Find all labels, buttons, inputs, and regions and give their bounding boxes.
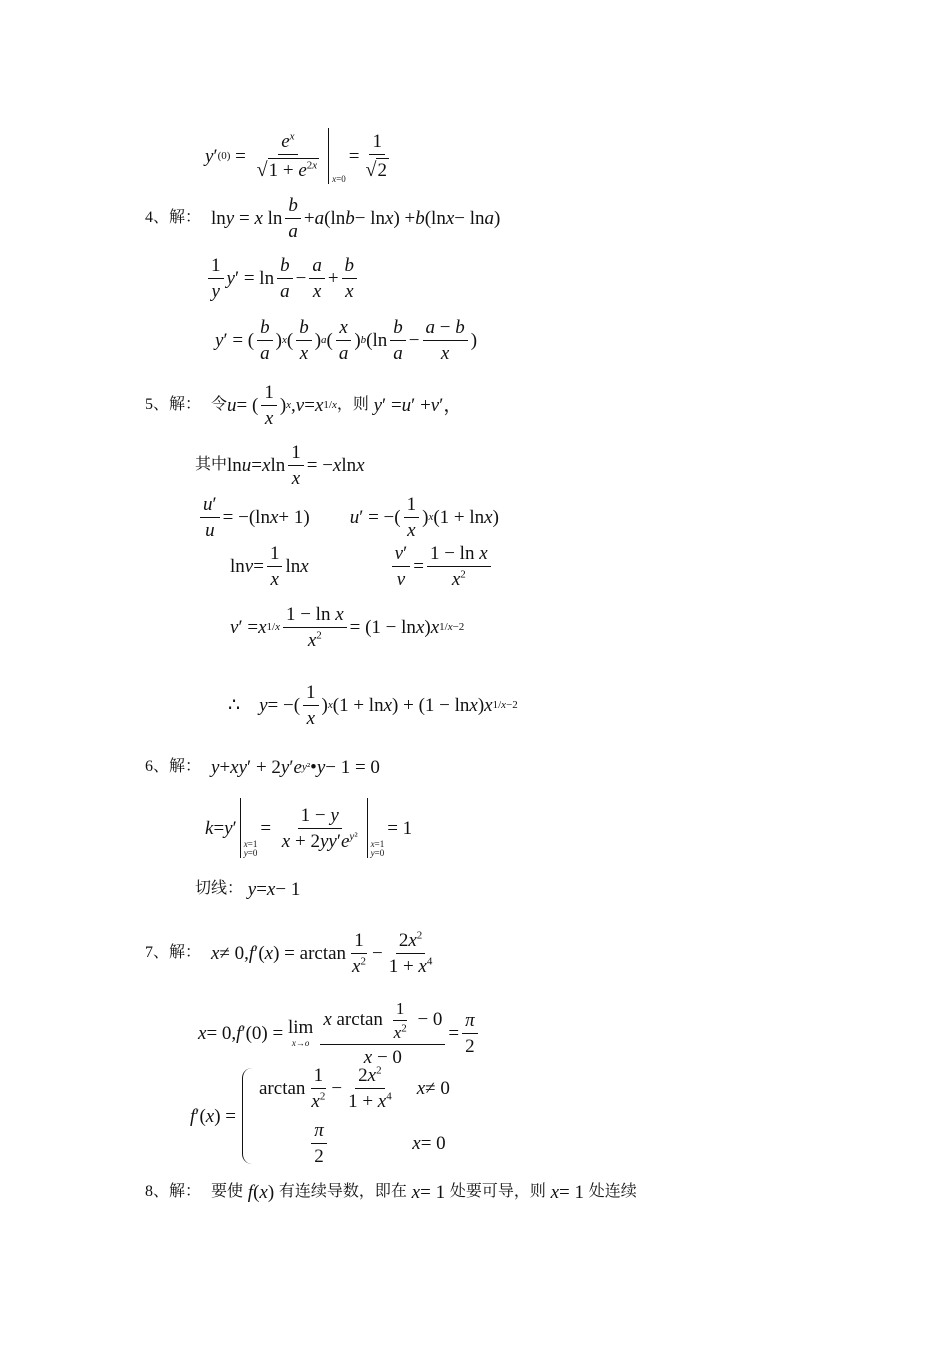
item-5-line-2: 其中 ln u = x ln $\frac{1}{x}$ = − x ln x (195, 441, 365, 489)
item-5-line-5: v ′ = x 1/x $\frac{\text{1 − ln x}}{x^2}$ = (1 − ln x ) x 1/x−2 (230, 603, 465, 651)
item-7-line-2: x = 0, f ′(0) = lim x→o x arctan $\frac{1}{x^2}$ − 0 x − 0 = $\frac{\pi}{2}$ (198, 1000, 481, 1066)
item-5-line-4: ln v = $\frac{1}{x}$ ln x $\frac{v'}{v}$ = $\frac{\text{1 − ln x}}{x^2}$ (230, 543, 494, 589)
item-5-line-1: 5、解： 令 u = ( $\frac{1}{x}$ ) x , v = x 1/x ，则 y ′ = u ′ + v ′， (145, 381, 463, 429)
item-7-line-1: 7、解： x ≠ 0, f ′( x ) = arctan $\frac{1}{x^2}$ − $\frac{2x^2}{1 + x^4}$ (145, 929, 433, 977)
item-6-line-1: 6、解： y + xy ′ + 2 y ′ e y² • y − 1 = 0 (145, 756, 380, 778)
item-5-line-6: ∴ y = −( $\frac{1}{x}$ ) x (1 + ln x ) + (1 − ln x ) x 1/x−2 (228, 681, 518, 729)
item-6-line-2: k = y ′ x=1 y=0 = $\frac{1 - y}{x + 2yy'e^{y^2}}$ x=1 y=0 = 1 (205, 798, 412, 858)
item-4-line-2: $\frac{1}{y}$ y ′ = ln $\frac{b}{a}$ − $\frac{a}{x}$ + $\frac{b}{x}$ (205, 255, 360, 301)
item-label: 4、解： (145, 209, 202, 226)
item-label: 7、解： (145, 944, 202, 961)
equation-y0: y ′ (0) = $e^x$ √ $1 + e^{2x}$ x=0 = 1 √ 2 (205, 128, 395, 184)
brace (242, 1068, 253, 1164)
item-6-line-3: 切线： y = x − 1 (195, 878, 301, 900)
item-5-line-3: $\frac{u'}{u}$ = −(ln x + 1) u ′ = −( $\frac{1}{x}$ ) x (1 + ln x ) (197, 494, 499, 540)
item-4-line-1: 4、解： ln y = x ln $\frac{b}{a}$ + a (ln b − ln x ) + b (ln x − ln a ) (145, 194, 501, 242)
item-label: 8、解： (145, 1183, 202, 1200)
item-4-line-3: y ′ = ( $\frac{b}{a}$ ) x ( $\frac{b}{x}$ ) a ( $\frac{x}{a}$ ) b (ln $\frac{b}{a}$ − $\frac{a - b}{x}$ ) (215, 316, 478, 364)
item-8-line-1: 8、解： 要使 f ( x ) 有连续导数，即在 x = 1 处要可导，则 x = 1 处连续 (145, 1181, 637, 1203)
item-label: 6、解： (145, 758, 202, 775)
item-label: 5、解： (145, 396, 202, 413)
item-7-line-3: f ′( x ) = arctan $\frac{1}{x^2}$ − $\frac{2x^2}{1 + x^4}$ x ≠ 0 $\frac{\pi}{2}$ x = 0 (190, 1064, 450, 1167)
